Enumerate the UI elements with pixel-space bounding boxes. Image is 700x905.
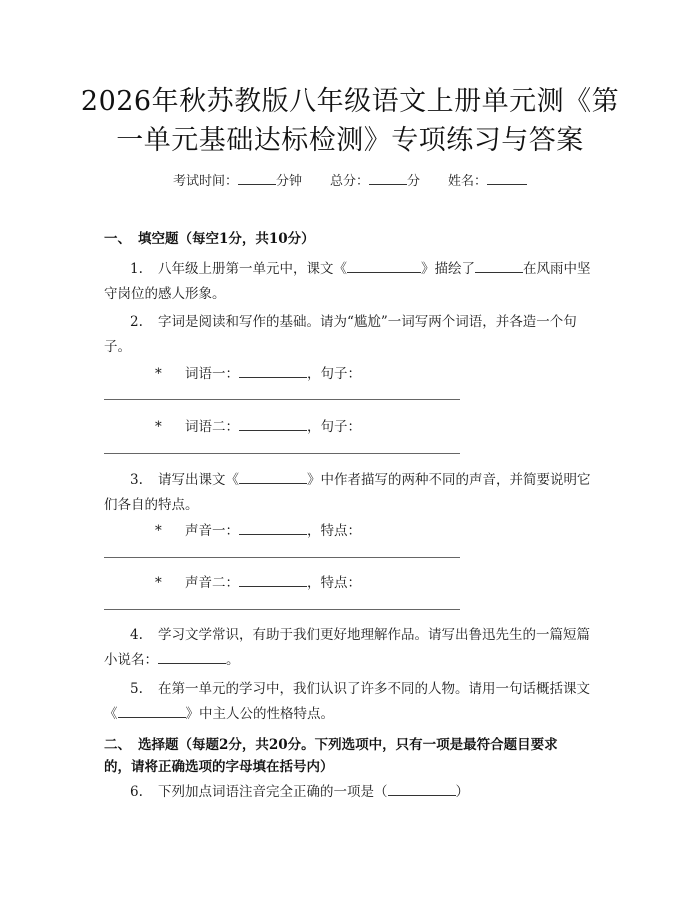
q1-blank-2[interactable] [475,259,523,273]
question-2-text: 字词是阅读和写作的基础。请为“尴尬”一词写两个词语，并各造一个句 [158,314,577,330]
question-4-text: 。 [226,652,240,668]
q2-sub-1-suffix: ，句子： [307,366,361,382]
question-2-number: 2. [130,314,143,330]
q2-sub-1 [155,364,361,384]
question-3-text: 》中作者描写的两种不同的声音，并简要说明它 [307,472,591,488]
bullet-icon: * [155,419,162,435]
question-3-text: 请写出课文《 [158,472,239,488]
question-6-text: ） [455,784,469,800]
q3-answer-line-2[interactable] [104,609,460,610]
q3-sub-1-label: 声音一： [185,523,239,539]
question-1-text: 守岗位的感人形象。 [104,286,226,302]
score-unit: 分 [407,174,421,189]
question-1 [104,257,604,307]
bullet-icon: * [155,523,162,539]
section-1-title: 填空题（每空1分，共10分） [138,231,315,247]
question-5-text: 在第一单元的学习中，我们认识了许多不同的人物。请用一句话概括课文 [158,681,590,697]
q2-sub-2-label: 词语二： [185,419,239,435]
q3-sub-1 [155,521,361,541]
q4-blank[interactable] [158,650,226,664]
question-6-text: 下列加点词语注音完全正确的一项是（ [158,784,388,800]
question-5-text: 》中主人公的性格特点。 [185,706,334,722]
name-label: 姓名： [448,174,488,189]
question-4-text: 学习文学常识，有助于我们更好地理解作品。请写出鲁迅先生的一篇短篇 [158,627,590,643]
title-line-2: 一单元基础达标检测》专项练习与答案 [116,125,584,156]
question-2-text: 子。 [104,339,131,355]
section-2-title: 选择题（每题2分，共20分。下列选项中，只有一项是最符合题目要求 [138,737,558,753]
section-1-number: 一、 [104,231,131,247]
question-6-number: 6. [130,784,143,800]
name-blank[interactable] [487,171,527,185]
section-2-title: 的，请将正确选项的字母填在括号内） [104,759,334,775]
question-1-text: 在风雨中坚 [523,261,591,277]
question-1-text: 》描绘了 [421,261,475,277]
q2-sub-2 [155,417,361,437]
question-5 [104,677,604,727]
q1-blank-1[interactable] [347,259,421,273]
q5-blank[interactable] [118,704,186,718]
title-line-1: 2026年秋苏教版八年级语文上册单元测《第 [80,86,620,117]
question-3-number: 3. [130,472,143,488]
question-4-number: 4. [130,627,143,643]
q2-sub-1-label: 词语一： [185,366,239,382]
question-5-text: 《 [104,706,118,722]
q2-word-1-blank[interactable] [239,364,307,378]
section-2-number: 二、 [104,737,131,753]
q2-word-2-blank[interactable] [239,417,307,431]
score-label: 总分： [329,174,369,189]
q6-answer-blank[interactable] [388,782,456,796]
question-1-number: 1. [130,261,143,277]
question-4-text: 小说名： [104,652,158,668]
q2-sub-2-suffix: ，句子： [307,419,361,435]
question-3-text: 们各自的特点。 [104,497,199,513]
q3-blank-1[interactable] [239,470,307,484]
question-6 [104,780,604,805]
question-5-number: 5. [130,681,143,697]
exam-info-line [0,170,700,189]
section-2-heading [104,734,604,778]
q3-answer-line-1[interactable] [104,557,460,558]
q3-sound-2-blank[interactable] [239,573,307,587]
question-3 [104,468,604,518]
question-1-text: 八年级上册第一单元中，课文《 [158,261,347,277]
q3-sub-2 [155,573,361,593]
bullet-icon: * [155,575,162,591]
score-blank[interactable] [369,171,407,185]
question-2 [104,310,604,360]
exam-time-label: 考试时间： [172,174,238,189]
exam-time-unit: 分钟 [275,174,302,189]
bullet-icon: * [155,366,162,382]
q2-answer-line-1[interactable] [104,399,460,400]
section-1-heading [104,228,604,250]
q3-sub-2-label: 声音二： [185,575,239,591]
q3-sub-2-suffix: ，特点： [307,575,361,591]
exam-time-blank[interactable] [238,171,276,185]
document-title [60,82,640,160]
question-4 [104,623,604,673]
q2-answer-line-2[interactable] [104,453,460,454]
q3-sub-1-suffix: ，特点： [307,523,361,539]
q3-sound-1-blank[interactable] [239,521,307,535]
